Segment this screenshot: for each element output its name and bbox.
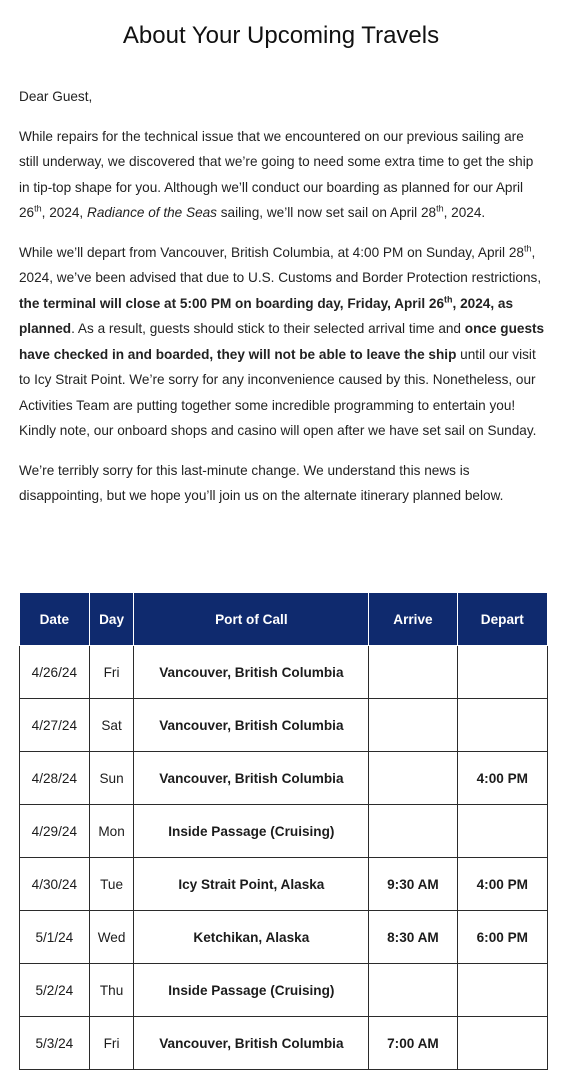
- ship-name: Radiance of the Seas: [87, 205, 217, 220]
- cell-arrive: [369, 964, 457, 1017]
- cell-arrive: [369, 646, 457, 699]
- cell-depart: [457, 646, 547, 699]
- table-row: [20, 964, 548, 1017]
- cell-date: 4/27/24: [20, 699, 90, 752]
- cell-date: 4/28/24: [20, 752, 90, 805]
- cell-port: Inside Passage (Cruising): [134, 805, 369, 858]
- paragraph-1: While repairs for the technical issue that we encountered on our previous sailing are still underway, we discovered that we’re going to need some extra time to get the ship in tip-top shape for you. Although we’ll conduct our boarding as planned for our April 26th, 2024, Radiance of the Seas sailing, we’ll now set sail on April 28th, 2024.: [19, 128, 534, 220]
- cell-date: 5/2/24: [20, 964, 90, 1017]
- cell-day: Wed: [89, 911, 134, 964]
- header-day: Day: [89, 593, 134, 646]
- header-port: Port of Call: [134, 593, 369, 646]
- cell-port: Ketchikan, Alaska: [134, 911, 369, 964]
- itinerary-table: [19, 592, 548, 1070]
- cell-port: Vancouver, British Columbia: [134, 752, 369, 805]
- cell-arrive: 8:30 AM: [369, 911, 457, 964]
- cell-port: Inside Passage (Cruising): [134, 964, 369, 1017]
- cell-arrive: [369, 699, 457, 752]
- table-header-row: [20, 593, 548, 646]
- cell-day: Fri: [89, 1017, 134, 1070]
- cell-depart: [457, 805, 547, 858]
- cell-date: 4/26/24: [20, 646, 90, 699]
- table-row: [20, 699, 548, 752]
- cell-depart: 6:00 PM: [457, 911, 547, 964]
- cell-arrive: [369, 752, 457, 805]
- cell-depart: [457, 1017, 547, 1070]
- paragraph-3: We’re terribly sorry for this last-minute change. We understand this news is disappointing, but we hope you’ll join us on the alternate itinerary planned below.: [19, 462, 504, 503]
- table-row: [20, 805, 548, 858]
- cell-arrive: [369, 805, 457, 858]
- cell-port: Vancouver, British Columbia: [134, 699, 369, 752]
- letter-body: [19, 84, 545, 523]
- cell-date: 4/29/24: [20, 805, 90, 858]
- salutation: Dear Guest,: [19, 89, 93, 104]
- table-row: [20, 858, 548, 911]
- header-depart: Depart: [457, 593, 547, 646]
- cell-day: Thu: [89, 964, 134, 1017]
- cell-port: Icy Strait Point, Alaska: [134, 858, 369, 911]
- header-arrive: Arrive: [369, 593, 457, 646]
- cell-arrive: 7:00 AM: [369, 1017, 457, 1070]
- table-row: [20, 752, 548, 805]
- cell-depart: 4:00 PM: [457, 858, 547, 911]
- cell-day: Sun: [89, 752, 134, 805]
- cell-arrive: 9:30 AM: [369, 858, 457, 911]
- page-title: About Your Upcoming Travels: [122, 22, 440, 49]
- table-row: [20, 646, 548, 699]
- cell-day: Fri: [89, 646, 134, 699]
- cell-port: Vancouver, British Columbia: [134, 646, 369, 699]
- cell-depart: 4:00 PM: [457, 752, 547, 805]
- cell-day: Tue: [89, 858, 134, 911]
- cell-depart: [457, 699, 547, 752]
- cell-date: 5/1/24: [20, 911, 90, 964]
- cell-day: Mon: [89, 805, 134, 858]
- header-date: Date: [20, 593, 90, 646]
- table-row: [20, 1017, 548, 1070]
- cell-date: 4/30/24: [20, 858, 90, 911]
- cell-date: 5/3/24: [20, 1017, 90, 1070]
- cell-day: Sat: [89, 699, 134, 752]
- cell-depart: [457, 964, 547, 1017]
- paragraph-2: While we’ll depart from Vancouver, British Columbia, at 4:00 PM on Sunday, April 28th, 2024, we’ve been advised that due to U.S. Customs and Border Protection restrictions, the terminal will close at 5:00 PM on boarding day, Friday, April 26th, 2024, as planned. As a result, guests should stick to their selected arrival time and once guests have checked in and boarded, they will not be able to leave the ship until our visit to Icy Strait Point. We’re sorry for any inconvenience caused by this. Nonetheless, our Activities Team are putting together some incredible programming to entertain you! Kindly note, our onboard shops and casino will open after we have set sail on Sunday.: [19, 242, 545, 438]
- cell-port: Vancouver, British Columbia: [134, 1017, 369, 1070]
- table-row: [20, 911, 548, 964]
